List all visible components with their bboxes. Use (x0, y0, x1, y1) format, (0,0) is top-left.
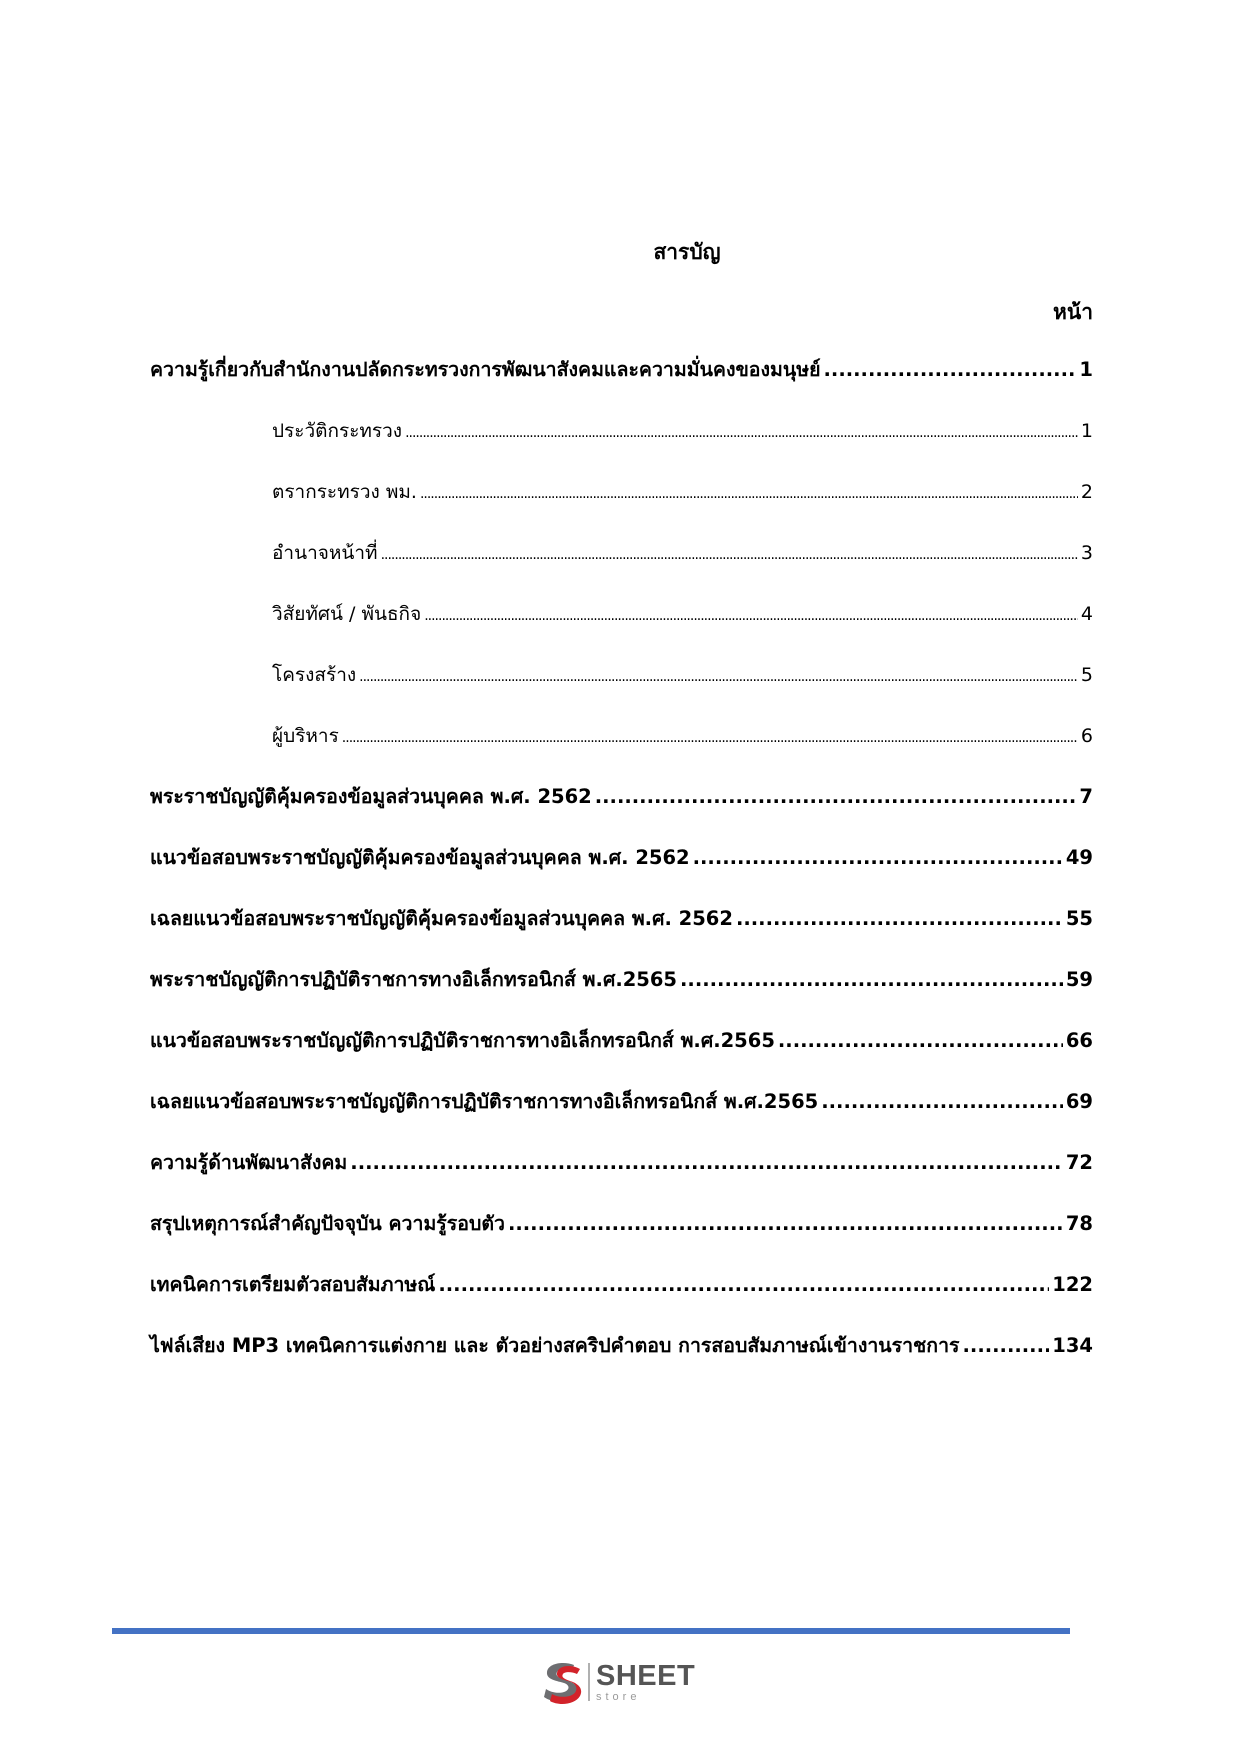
toc-entry-label: เฉลยแนวข้อสอบพระราชบัญญัติการปฏิบัติราชการทางอิเล็กทรอนิกส์ พ.ศ.2565 (150, 1090, 819, 1113)
toc-entry-page: 55 (1065, 907, 1093, 930)
toc-subentry[interactable] (150, 716, 1093, 777)
toc-subentry[interactable] (150, 594, 1093, 655)
toc-leader-dots (693, 838, 1063, 878)
toc-entry-page: 1 (1080, 420, 1093, 442)
toc-leader-dots (963, 1326, 1050, 1366)
toc-entry-page: 134 (1052, 1334, 1093, 1357)
toc-title: สารบัญ (653, 240, 721, 264)
toc-entry[interactable] (150, 1265, 1093, 1326)
toc-entry-label: ตรากระทรวง พม. (272, 481, 417, 503)
toc-entry[interactable] (150, 899, 1093, 960)
toc-entry[interactable] (150, 1143, 1093, 1204)
toc-entry-label: ความรู้ด้านพัฒนาสังคม (150, 1151, 348, 1174)
logo-text (596, 1659, 696, 1703)
toc-entry-label: แนวข้อสอบพระราชบัญญัติคุ้มครองข้อมูลส่วนบุคคล พ.ศ. 2562 (150, 846, 690, 869)
logo-divider (588, 1663, 590, 1701)
toc-entry[interactable] (150, 777, 1093, 838)
toc-entry-label: อำนาจหน้าที่ (272, 542, 378, 564)
toc-entry[interactable] (150, 1326, 1093, 1387)
toc-leader-dots (359, 657, 1078, 697)
toc-entry-page: 7 (1079, 785, 1093, 808)
logo-sub: store (596, 1690, 641, 1703)
toc-subentry[interactable] (150, 472, 1093, 533)
toc-entry-label: โครงสร้าง (272, 664, 357, 686)
toc-entry-label: ผู้บริหาร (272, 725, 339, 747)
toc-entry[interactable] (150, 350, 1093, 411)
table-of-contents (150, 350, 1093, 1387)
toc-leader-dots (778, 1021, 1063, 1061)
toc-entry-page: 2 (1080, 481, 1093, 503)
toc-entry-page: 72 (1065, 1151, 1093, 1174)
toc-entry-page: 6 (1080, 725, 1093, 747)
page-column-heading: หน้า (1053, 300, 1093, 324)
toc-entry-label: เฉลยแนวข้อสอบพระราชบัญญัติคุ้มครองข้อมูลส่วนบุคคล พ.ศ. 2562 (150, 907, 733, 930)
toc-entry-label: เทคนิคการเตรียมตัวสอบสัมภาษณ์ (150, 1273, 436, 1296)
toc-entry-label: สรุปเหตุการณ์สำคัญปัจจุบัน ความรู้รอบตัว (150, 1212, 505, 1235)
logo-word: SHEET (596, 1659, 696, 1692)
toc-entry-label: ประวัติกระทรวง (272, 420, 403, 442)
toc-entry-page: 3 (1080, 542, 1093, 564)
toc-entry[interactable] (150, 1021, 1093, 1082)
toc-entry-label: วิสัยทัศน์ / พันธกิจ (272, 603, 422, 625)
toc-entry-page: 78 (1065, 1212, 1093, 1235)
toc-entry-page: 1 (1079, 358, 1093, 381)
toc-entry[interactable] (150, 1204, 1093, 1265)
toc-leader-dots (381, 535, 1078, 575)
toc-leader-dots (824, 350, 1077, 390)
toc-leader-dots (821, 1082, 1063, 1122)
toc-entry[interactable] (150, 960, 1093, 1021)
toc-leader-dots (438, 1265, 1049, 1305)
toc-entry-page: 66 (1065, 1029, 1093, 1052)
toc-entry-page: 49 (1065, 846, 1093, 869)
toc-leader-dots (342, 718, 1078, 758)
toc-subentry[interactable] (150, 533, 1093, 594)
toc-subentry[interactable] (150, 655, 1093, 716)
toc-entry-label: ความรู้เกี่ยวกับสำนักงานปลัดกระทรวงการพัฒนาสังคมและความมั่นคงของมนุษย์ (150, 358, 821, 381)
toc-entry-label: พระราชบัญญัติการปฏิบัติราชการทางอิเล็กทรอนิกส์ พ.ศ.2565 (150, 968, 678, 991)
toc-leader-dots (350, 1143, 1063, 1183)
toc-leader-dots (736, 899, 1063, 939)
toc-leader-dots (508, 1204, 1063, 1244)
toc-entry[interactable] (150, 1082, 1093, 1143)
toc-entry-page: 69 (1065, 1090, 1093, 1113)
toc-subentry[interactable] (150, 411, 1093, 472)
toc-leader-dots (680, 960, 1063, 1000)
toc-entry-page: 122 (1052, 1273, 1093, 1296)
toc-entry-page: 4 (1080, 603, 1093, 625)
footer-rule (112, 1628, 1070, 1634)
toc-entry-label: แนวข้อสอบพระราชบัญญัติการปฏิบัติราชการทางอิเล็กทรอนิกส์ พ.ศ.2565 (150, 1029, 775, 1052)
toc-entry-label: ไฟล์เสียง MP3 เทคนิคการแต่งกาย และ ตัวอย่างสคริปคำตอบ การสอบสัมภาษณ์เข้างานราชการ (150, 1334, 960, 1357)
toc-entry-page: 59 (1065, 968, 1093, 991)
toc-entry[interactable] (150, 838, 1093, 899)
toc-leader-dots (424, 596, 1078, 636)
toc-leader-dots (595, 777, 1077, 817)
toc-leader-dots (420, 474, 1078, 514)
footer-logo (540, 1657, 695, 1707)
sheet-store-logo-icon (540, 1659, 584, 1705)
toc-leader-dots (405, 413, 1078, 453)
toc-entry-label: พระราชบัญญัติคุ้มครองข้อมูลส่วนบุคคล พ.ศ. 2562 (150, 785, 592, 808)
toc-entry-page: 5 (1080, 664, 1093, 686)
